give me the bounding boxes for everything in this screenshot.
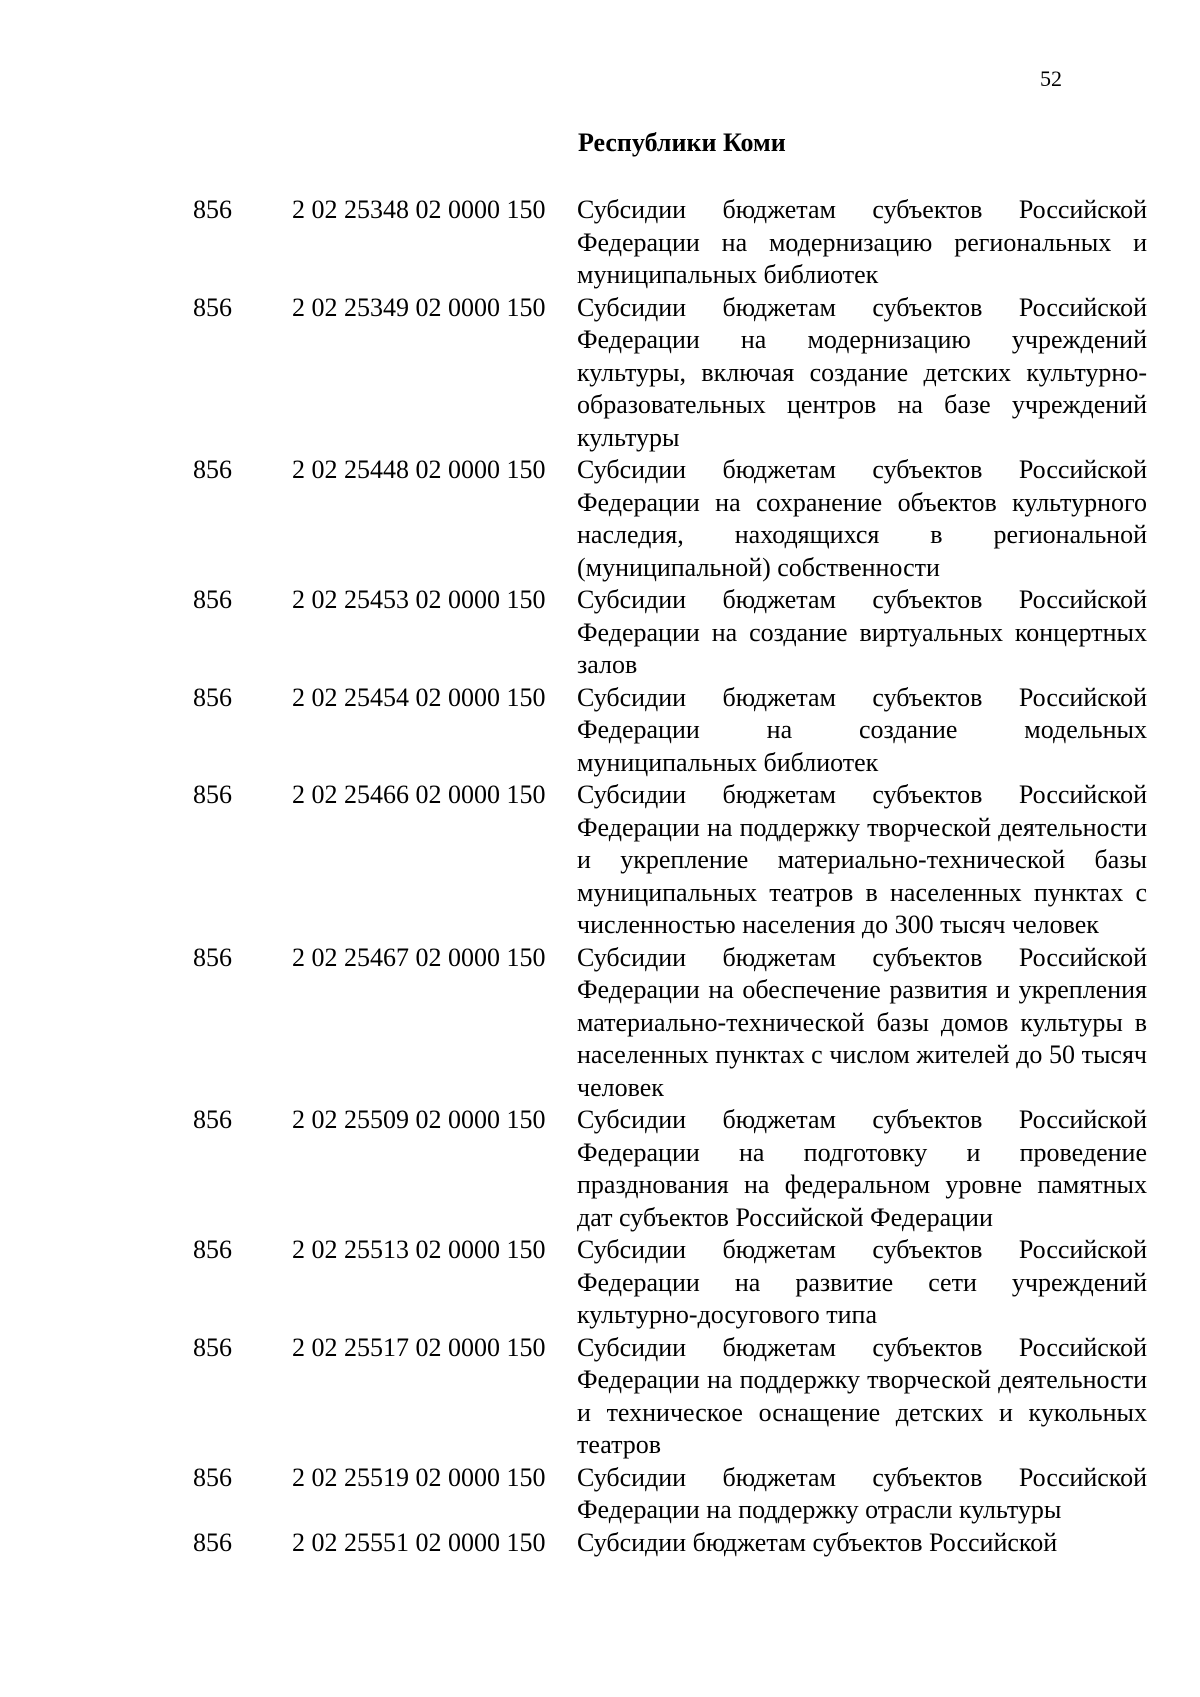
admin-code: 856	[193, 455, 232, 484]
revenue-name: Субсидии бюджетам субъектов Российской Федерации на подготовку и проведение празднования на федеральном уровне памятных дат субъектов Российской Федерации	[577, 1105, 1147, 1232]
revenue-name: Субсидии бюджетам субъектов Российской Федерации на создание модельных муниципальных библиотек	[577, 682, 1147, 777]
table-row	[0, 1332, 1200, 1462]
admin-code: 856	[193, 1105, 232, 1134]
budget-code: 2 02 25466 02 0000 150	[292, 780, 546, 809]
table-row	[0, 682, 1200, 780]
admin-code: 856	[193, 1527, 232, 1557]
budget-code: 2 02 25509 02 0000 150	[292, 1105, 546, 1134]
admin-code: 856	[193, 292, 232, 322]
revenue-name: Субсидии бюджетам субъектов Российской Федерации на поддержку отрасли культуры	[577, 1462, 1147, 1524]
revenue-name: Субсидии бюджетам субъектов Российской Федерации на поддержку творческой деятельности и техническое оснащение детских и кукольных театров	[577, 1332, 1147, 1459]
table-row	[0, 779, 1200, 942]
budget-code: 2 02 25551 02 0000 150	[292, 1527, 546, 1557]
section-heading: Республики Коми	[578, 128, 786, 157]
admin-code: 856	[193, 1462, 232, 1492]
budget-code: 2 02 25467 02 0000 150	[292, 942, 546, 972]
budget-code: 2 02 25348 02 0000 150	[292, 195, 546, 224]
admin-code: 856	[193, 195, 232, 224]
table-row	[0, 1527, 1200, 1560]
revenue-name: Субсидии бюджетам субъектов Российской Федерации на модернизацию учреждений культуры, включая создание детских культурно-образовательных центров на базе учреждений культуры	[577, 292, 1147, 452]
table-row	[0, 1104, 1200, 1234]
table-row	[0, 292, 1200, 455]
budget-code: 2 02 25453 02 0000 150	[292, 585, 546, 614]
revenue-name: Субсидии бюджетам субъектов Российской Федерации на обеспечение развития и укрепления материально-технической базы домов культуры в населенных пунктах с числом жителей до 50 тысяч человек	[577, 942, 1147, 1102]
budget-code: 2 02 25454 02 0000 150	[292, 682, 546, 712]
page-number: 52	[1040, 66, 1062, 91]
budget-code: 2 02 25448 02 0000 150	[292, 455, 546, 484]
admin-code: 856	[193, 1235, 232, 1264]
table-row	[0, 454, 1200, 584]
table-row	[0, 1462, 1200, 1527]
admin-code: 856	[193, 682, 232, 712]
admin-code: 856	[193, 780, 232, 809]
table-row	[0, 1234, 1200, 1332]
table-row	[0, 194, 1200, 292]
budget-code: 2 02 25513 02 0000 150	[292, 1235, 546, 1264]
admin-code: 856	[193, 585, 232, 614]
revenue-name: Субсидии бюджетам субъектов Российской	[577, 1527, 1058, 1557]
revenue-name: Субсидии бюджетам субъектов Российской Федерации на модернизацию региональных и муниципальных библиотек	[577, 195, 1147, 289]
revenue-name: Субсидии бюджетам субъектов Российской Федерации на поддержку творческой деятельности и укрепление материально-технической базы муниципальных театров в населенных пунктах с численностью населения до 300 тысяч человек	[577, 780, 1147, 939]
budget-code: 2 02 25349 02 0000 150	[292, 292, 546, 322]
admin-code: 856	[193, 942, 232, 972]
revenue-name: Субсидии бюджетам субъектов Российской Федерации на сохранение объектов культурного наследия, находящихся в региональной (муниципальной) собственности	[577, 455, 1147, 582]
table-row	[0, 942, 1200, 1105]
budget-code: 2 02 25517 02 0000 150	[292, 1332, 546, 1362]
budget-code: 2 02 25519 02 0000 150	[292, 1462, 546, 1492]
revenue-name: Субсидии бюджетам субъектов Российской Федерации на развитие сети учреждений культурно-досугового типа	[577, 1235, 1147, 1329]
table-row	[0, 584, 1200, 682]
revenue-code-table	[0, 194, 1200, 1559]
revenue-name: Субсидии бюджетам субъектов Российской Федерации на создание виртуальных концертных залов	[577, 585, 1147, 679]
admin-code: 856	[193, 1332, 232, 1362]
